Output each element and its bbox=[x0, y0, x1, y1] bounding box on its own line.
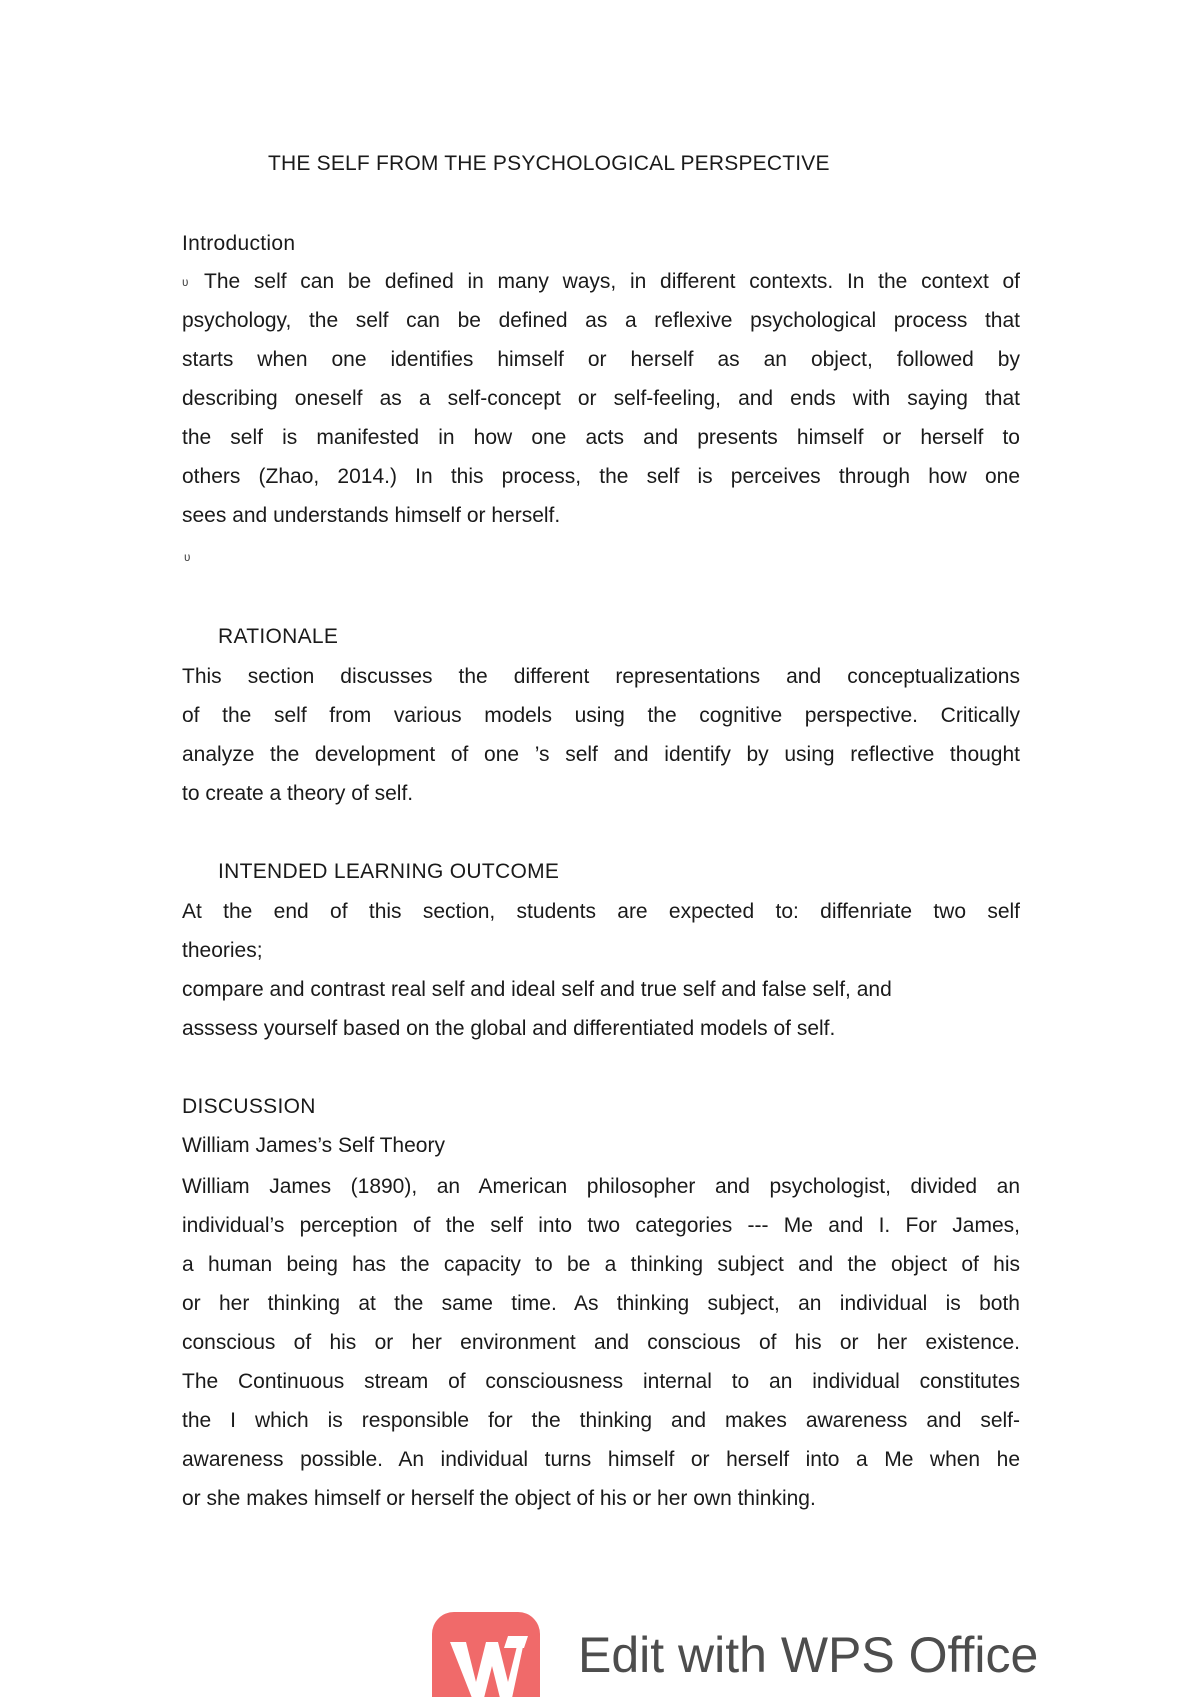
paragraph-line: ʋ The self can be defined in many ways, in different contexts. In the context of bbox=[182, 262, 1020, 301]
paragraph-line: or she makes himself or herself the object of his or her own thinking. bbox=[182, 1487, 816, 1510]
outcome-heading: INTENDED LEARNING OUTCOME bbox=[218, 860, 560, 883]
rationale-heading: RATIONALE bbox=[218, 625, 339, 648]
paragraph-line: theories; bbox=[182, 939, 263, 962]
discussion-paragraph bbox=[182, 1167, 1020, 1518]
paragraph-line: psychology, the self can be defined as a reflexive psychological process that bbox=[182, 309, 1020, 332]
paragraph-line: compare and contrast real self and ideal self and true self and false self, and bbox=[182, 978, 892, 1001]
paragraph-line: to create a theory of self. bbox=[182, 782, 414, 805]
paragraph-line: conscious of his or her environment and conscious of his or her existence. bbox=[182, 1331, 1020, 1354]
wps-watermark-text: Edit with WPS Office bbox=[578, 1627, 1039, 1683]
paragraph-line: William James (1890), an American philosopher and psychologist, divided an bbox=[182, 1175, 1020, 1198]
paragraph-line: The Continuous stream of consciousness internal to an individual constitutes bbox=[182, 1370, 1020, 1393]
paragraph-line: the self is manifested in how one acts and presents himself or herself to bbox=[182, 426, 1020, 449]
paragraph-line: asssess yourself based on the global and differentiated models of self. bbox=[182, 1017, 836, 1040]
wps-watermark[interactable] bbox=[432, 1612, 1112, 1697]
bullet-icon: ʋ bbox=[182, 275, 189, 289]
paragraph-line: of the self from various models using the cognitive perspective. Critically bbox=[182, 704, 1020, 727]
paragraph-line: starts when one identifies himself or herself as an object, followed by bbox=[182, 348, 1020, 371]
paragraph-line: describing oneself as a self-concept or self-feeling, and ends with saying that bbox=[182, 387, 1020, 410]
paragraph-line: or her thinking at the same time. As thinking subject, an individual is both bbox=[182, 1292, 1020, 1315]
paragraph-line: analyze the development of one ’s self and identify by using reflective thought bbox=[182, 743, 1020, 766]
paragraph-line: the I which is responsible for the thinking and makes awareness and self- bbox=[182, 1409, 1020, 1432]
empty-bullet-icon: ʋ bbox=[184, 550, 191, 564]
paragraph-line: individual’s perception of the self into two categories --- Me and I. For James, bbox=[182, 1214, 1020, 1237]
wps-logo-icon bbox=[432, 1612, 540, 1697]
rationale-paragraph bbox=[182, 657, 1020, 813]
paragraph-line: a human being has the capacity to be a thinking subject and the object of his bbox=[182, 1253, 1020, 1276]
page-title: THE SELF FROM THE PSYCHOLOGICAL PERSPECTIVE bbox=[268, 152, 830, 175]
paragraph-line: awareness possible. An individual turns himself or herself into a Me when he bbox=[182, 1448, 1020, 1471]
introduction-heading: Introduction bbox=[182, 232, 296, 255]
outcome-paragraph bbox=[182, 892, 1020, 1048]
paragraph-line: sees and understands himself or herself. bbox=[182, 504, 561, 527]
paragraph-line: This section discusses the different representations and conceptualizations bbox=[182, 665, 1020, 688]
discussion-heading: DISCUSSION bbox=[182, 1095, 316, 1118]
introduction-paragraph bbox=[182, 262, 1020, 535]
paragraph-line: At the end of this section, students are expected to: diffenriate two self bbox=[182, 900, 1020, 923]
discussion-subheading: William James’s Self Theory bbox=[182, 1134, 445, 1157]
paragraph-line: others (Zhao, 2014.) In this process, the self is perceives through how one bbox=[182, 465, 1020, 488]
